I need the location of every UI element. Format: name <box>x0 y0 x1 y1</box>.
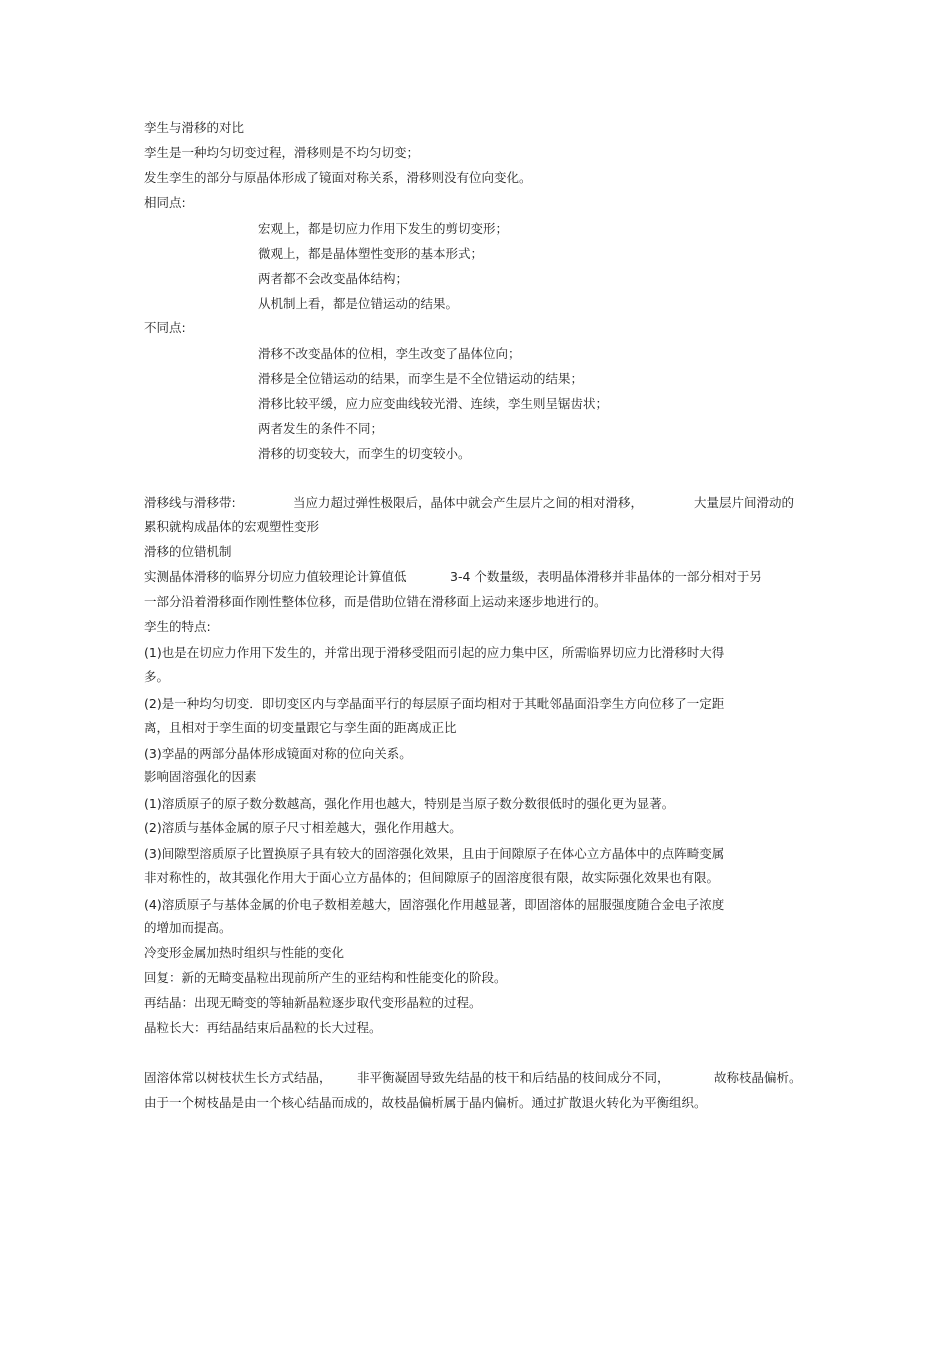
list-item: 滑移的切变较大，而孪生的切变较小。 <box>258 446 471 461</box>
paragraph-line: 累积就构成晶体的宏观塑性变形 <box>144 519 320 534</box>
paragraph-line: (3)间隙型溶质原子比置换原子具有较大的固溶强化效果，且由于间隙原子在体心立方晶体中的点阵畸变属 <box>144 846 725 861</box>
paragraph-segment: 大量层片间滑动的 <box>694 495 795 510</box>
list-item: 滑移不改变晶体的位相，孪生改变了晶体位向； <box>258 346 521 361</box>
paragraph-segment: 非平衡凝固导致先结晶的枝干和后结晶的枝间成分不同， <box>357 1070 670 1085</box>
slip-band-label: 滑移线与滑移带: <box>144 495 236 510</box>
list-item: 滑移比较平缓，应力应变曲线较光滑、连续，孪生则呈锯齿状； <box>258 396 609 411</box>
paragraph-line: (3)孪晶的两部分晶体形成镜面对称的位向关系。 <box>144 746 412 761</box>
paragraph-line: (1)也是在切应力作用下发生的，并常出现于滑移受阻而引起的应力集中区，所需临界切应力比滑移时大得 <box>144 645 725 660</box>
paragraph-segment: 固溶体常以树枝状生长方式结晶， <box>144 1070 332 1085</box>
list-item: 两者都不会改变晶体结构； <box>258 271 409 286</box>
section-title-twin-vs-slip: 孪生与滑移的对比 <box>144 120 245 135</box>
paragraph-line: 离，且相对于孪生面的切变量跟它与孪生面的距离成正比 <box>144 720 457 735</box>
paragraph-line: 多。 <box>144 669 170 684</box>
list-item: 从机制上看，都是位错运动的结果。 <box>258 296 459 311</box>
section-title-twin-features: 孪生的特点: <box>144 619 211 634</box>
paragraph-line: 晶粒长大：再结晶结束后晶粒的长大过程。 <box>144 1020 382 1035</box>
section-title-cold-work: 冷变形金属加热时组织与性能的变化 <box>144 945 345 960</box>
paragraph-segment: 3-4 个数量级，表明晶体滑移并非晶体的一部分相对于另 <box>450 569 762 584</box>
paragraph-line: 非对称性的，故其强化作用大于面心立方晶体的；但间隙原子的固溶度很有限，故实际强化效果也有限。 <box>144 870 720 885</box>
paragraph-line: (4)溶质原子与基体金属的价电子数相差越大，固溶强化作用越显著，即固溶体的屈服强度随合金电子浓度 <box>144 897 725 912</box>
paragraph-line: 的增加而提高。 <box>144 920 232 935</box>
paragraph-segment: 故称枝晶偏析。 <box>714 1070 802 1085</box>
paragraph-line: 由于一个树枝晶是由一个核心结晶而成的，故枝晶偏析属于晶内偏析。通过扩散退火转化为平衡组织。 <box>144 1095 707 1110</box>
section-title-solid-solution: 影响固溶强化的因素 <box>144 769 257 784</box>
section-title-dislocation: 滑移的位错机制 <box>144 544 232 559</box>
diff-points-label: 不同点: <box>144 320 186 335</box>
paragraph-line: (2)是一种均匀切变．即切变区内与孪晶面平行的每层原子面均相对于其毗邻晶面沿孪生方向位移了一定距 <box>144 696 725 711</box>
paragraph-line: 一部分沿着滑移面作刚性整体位移，而是借助位错在滑移面上运动来逐步地进行的。 <box>144 594 607 609</box>
paragraph-line: 孪生是一种均匀切变过程，滑移则是不均匀切变； <box>144 145 420 160</box>
list-item: 滑移是全位错运动的结果，而孪生是不全位错运动的结果； <box>258 371 584 386</box>
paragraph-line: (1)溶质原子的原子数分数越高，强化作用也越大，特别是当原子数分数很低时的强化更为显著。 <box>144 796 675 811</box>
paragraph-line: (2)溶质与基体金属的原子尺寸相差越大，强化作用越大。 <box>144 820 462 835</box>
paragraph-line: 再结晶：出现无畸变的等轴新晶粒逐步取代变形晶粒的过程。 <box>144 995 482 1010</box>
paragraph-segment: 实测晶体滑移的临界分切应力值较理论计算值低 <box>144 569 407 584</box>
paragraph-line: 发生孪生的部分与原晶体形成了镜面对称关系，滑移则没有位向变化。 <box>144 170 532 185</box>
list-item: 两者发生的条件不同； <box>258 421 384 436</box>
list-item: 宏观上，都是切应力作用下发生的剪切变形； <box>258 221 509 236</box>
same-points-label: 相同点: <box>144 195 186 210</box>
list-item: 微观上，都是晶体塑性变形的基本形式； <box>258 246 484 261</box>
paragraph-segment: 当应力超过弹性极限后，晶体中就会产生层片之间的相对滑移， <box>293 495 644 510</box>
paragraph-line: 回复：新的无畸变晶粒出现前所产生的亚结构和性能变化的阶段。 <box>144 970 507 985</box>
